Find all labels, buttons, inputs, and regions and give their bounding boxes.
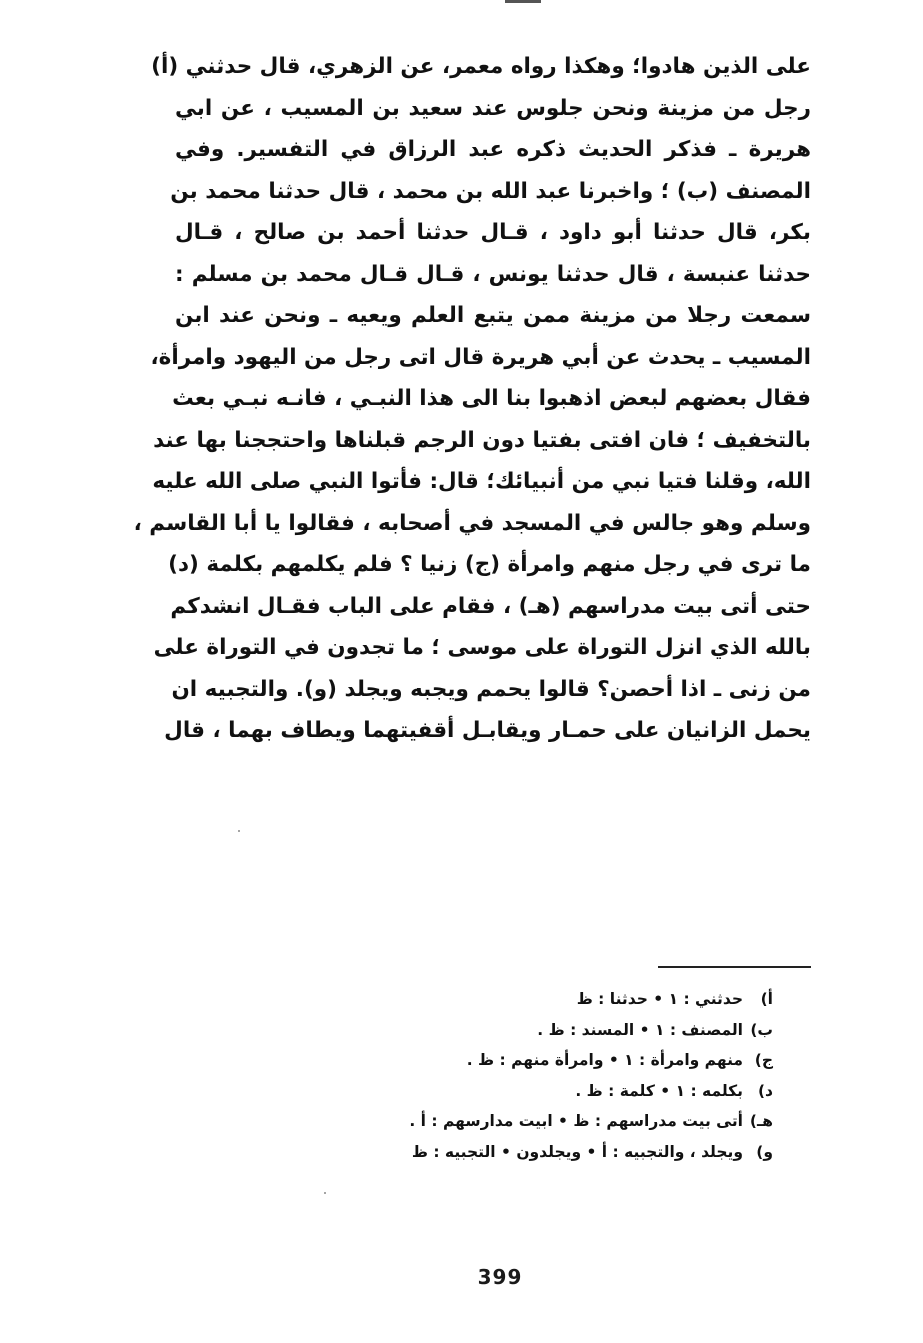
footnote [253,1137,773,1168]
footnote-text: المصنف : ١ • المسند : ظ . [537,1020,743,1039]
footnote-text: منهم وامرأة : ١ • وامرأة منهم : ظ . [466,1051,743,1070]
footnote-marker: هـ) [749,1112,773,1131]
text-line: فقال بعضهم لبعض اذهبوا بنا الى هذا النبـي ، فانـه نبـي بعث [172,386,811,411]
footnote-marker: ب) [750,1020,773,1039]
footnote [253,1106,773,1137]
main-text-block [133,46,811,752]
text-line: حدثنا عنبسة ، قال حدثنا يونس ، قـال قـال محمد بن مسلم : [175,261,811,287]
footnote-marker: أ) [760,990,773,1008]
text-line: حتى أتى بيت مدراسهم (هـ) ، فقام على الباب فقـال انشدكم [170,593,811,619]
text-line: المصنف (ب) ؛ واخبرنا عبد الله بن محمد ، قال حدثنا محمد بن [170,178,811,204]
text-line: ما ترى في رجل منهم وامرأة (ج) زنيا ؟ فلم يكلمهم بكلمة (د) [168,552,811,577]
scan-speck [324,1192,326,1194]
footnote-text: حدثني : ١ • حدثنا : ظ [576,990,743,1008]
footnote-separator [658,966,811,968]
footnote-marker: و) [756,1142,773,1161]
scan-speck [238,830,240,832]
text-line: سمعت رجلا من مزينة ممن يتبع العلم ويعيه ـ ونحن عند ابن [175,303,811,328]
text-line: رجل من مزينة ونحن جلوس عند سعيد بن المسيب ، عن ابي [175,95,811,121]
text-line: بالله الذي انزل التوراة على موسى ؛ ما تجدون في التوراة على [153,635,811,660]
footnote-marker: ج) [754,1051,773,1070]
text-line: يحمل الزانيان على حمـار ويقابـل أقفيتهما ويطاف بهما ، قال [164,718,811,743]
text-line: هريرة ـ فذكر الحديث ذكره عبد الرزاق في التفسير. وفي [175,137,811,162]
text-line: بالتخفيف ؛ فان افتى بفتيا دون الرجم قبلناها واحتججنا بها عند [153,427,811,453]
footnote-text: أتى بيت مدراسهم : ظ • ابيت مدارسهم : أ . [409,1112,743,1131]
footnotes-block [253,984,773,1168]
top-edge-mark [505,0,541,3]
text-line: وسلم وهو جالس في المسجد في أصحابه ، فقالوا يا أبا القاسم ، [133,510,811,536]
footnote [253,984,773,1015]
footnote [253,1045,773,1076]
footnote-marker: د) [757,1081,773,1100]
text-line: المسيب ـ يحدث عن أبي هريرة قال اتى رجل من اليهود وامرأة، [150,344,811,370]
text-line: الله، وقلنا فتيا نبي من أنبيائك؛ قال: فأتوا النبي صلى الله عليه [152,469,811,494]
footnote [253,1076,773,1107]
text-line: على الذين هادوا؛ وهكذا رواه معمر، عن الزهري، قال حدثني (أ) [151,54,811,79]
footnote-text: ويجلد ، والتجبيه : أ • ويجلدون • التجبيه : ظ [411,1142,743,1161]
text-line: بكر، قال حدثنا أبو داود ، قـال حدثنا أحمد بن صالح ، قـال [175,220,811,245]
footnote-text: بكلمه : ١ • كلمة : ظ . [575,1081,743,1100]
text-line: من زنى ـ اذا أحصن؟ قالوا يحمم ويجبه ويجلد (و). والتجبيه ان [171,676,811,702]
page-number: 399 [477,1265,523,1289]
footnote [253,1015,773,1046]
